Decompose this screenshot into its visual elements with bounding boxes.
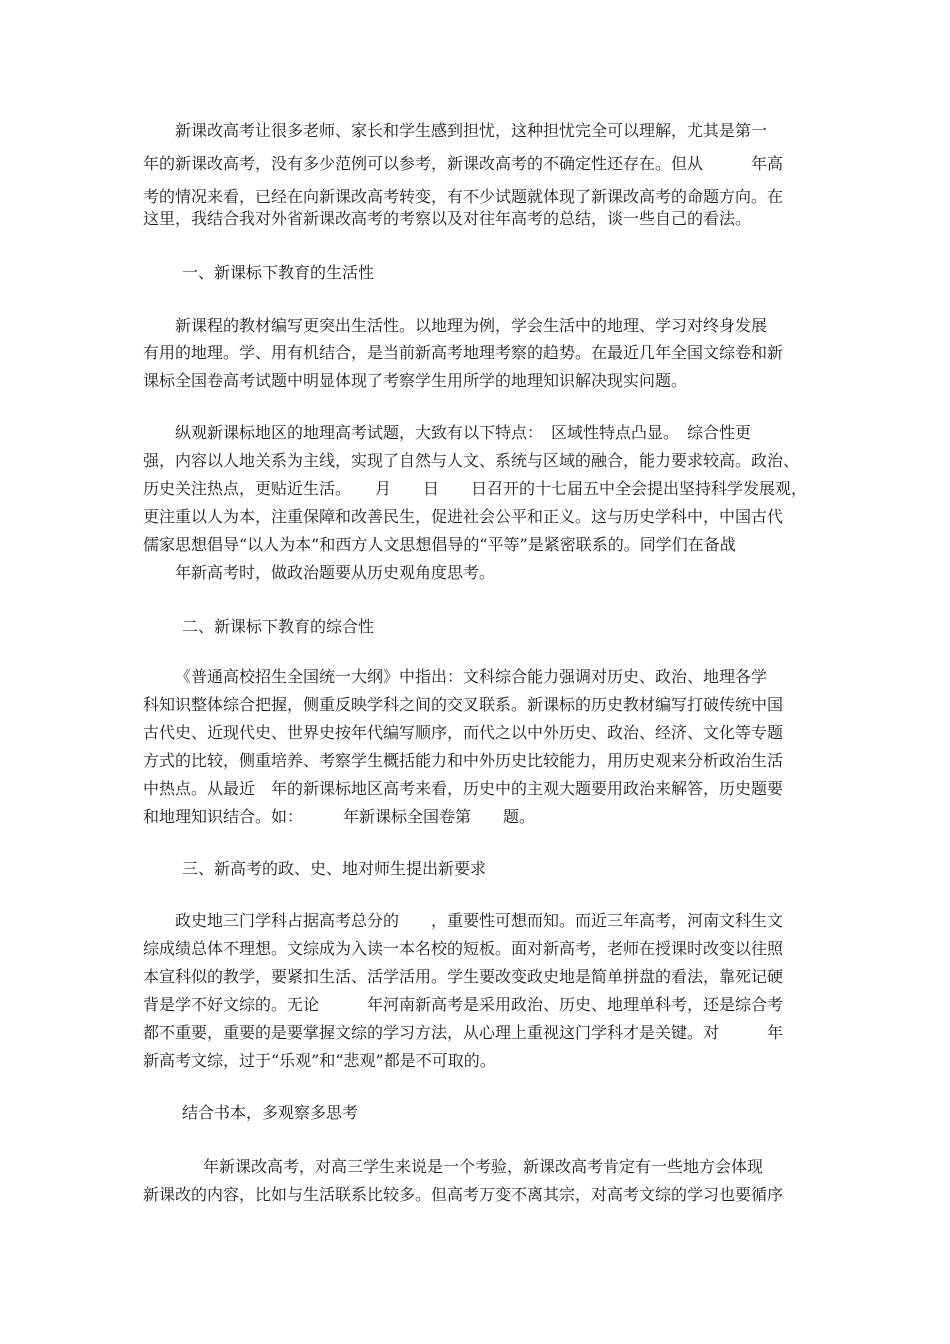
para2-line-3: 历史关注热点，更贴近生活。 月 日 日召开的十七届五中全会提出坚持科学发展观， [143, 479, 807, 498]
para1-line-1: 新课程的教材编写更突出生活性。以地理为例，学会生活中的地理、学习对终身发展 [175, 316, 768, 335]
para4-line-6: 新高考文综，过于“乐观”和“悲观”都是不可取的。 [143, 1051, 496, 1070]
para4-line-3: 本宣科似的教学，要紧扣生活、活学活用。学生要改变政史地是简单拼盘的看法，靠死记硬 [143, 967, 784, 986]
para4-line-2: 综成绩总体不理想。文综成为入读一本名校的短板。面对新高考，老师在授课时改变以往照 [143, 939, 784, 958]
section-heading-2: 二、新课标下教育的综合性 [182, 617, 375, 636]
para3-line-6: 和地理知识结合。如： 年新课标全国卷第 题。 [143, 807, 536, 826]
intro-line-3: 考的情况来看，已经在向新课改高考转变，有不少试题就体现了新课改高考的命题方向。在 [143, 187, 784, 206]
para1-line-2: 有用的地理。学、用有机结合，是当前新高考地理考察的趋势。在最近几年全国文综卷和新 [143, 343, 784, 362]
para3-line-1: 《普通高校招生全国统一大纲》中指出：文科综合能力强调对历史、政治、地理各学 [175, 667, 768, 686]
para4-line-1: 政史地三门学科占据高考总分的 ，重要性可想而知。而近三年高考，河南文科生文 [175, 911, 784, 930]
para2-line-5: 儒家思想倡导“以人为本”和西方人文思想倡导的“平等”是紧密联系的。同学们在备战 [143, 535, 736, 554]
para3-line-3: 古代史、近现代史、世界史按年代编写顺序，而代之以中外历史、政治、经济、文化等专题 [143, 723, 784, 742]
para2-line-6: 年新高考时，做政治题要从历史观角度思考。 [175, 563, 496, 582]
section-heading-1: 一、新课标下教育的生活性 [182, 263, 375, 282]
intro-line-2: 年的新课改高考，没有多少范例可以参考，新课改高考的不确定性还存在。但从 年高 [143, 154, 784, 173]
section-heading-3: 三、新高考的政、史、地对师生提出新要求 [182, 859, 487, 878]
intro-line-4: 这里，我结合我对外省新课改高考的考察以及对往年高考的总结，谈一些自己的看法。 [143, 209, 752, 228]
para4-line-4: 背是学不好文综的。无论 年河南新高考是采用政治、历史、地理单科考，还是综合考 [143, 995, 784, 1014]
para2-line-4: 更注重以人为本，注重保障和改善民生，促进社会公平和正义。这与历史学科中，中国古代 [143, 507, 784, 526]
para5-line-1: 年新课改高考，对高三学生来说是一个考验，新课改高考肯定有一些地方会体现 [203, 1157, 764, 1176]
para4-line-5: 都不重要，重要的是要掌握文综的学习方法，从心理上重视这门学科才是关键。对 年 [143, 1023, 784, 1042]
section-heading-4: 结合书本，多观察多思考 [182, 1103, 359, 1122]
intro-line-1: 新课改高考让很多老师、家长和学生感到担忧，这种担忧完全可以理解，尤其是第一 [175, 121, 768, 140]
para2-line-2: 强，内容以人地关系为主线，实现了自然与人文、系统与区域的融合，能力要求较高。政治、 [143, 451, 800, 470]
para3-line-5: 中热点。从最近 年的新课标地区高考来看，历史中的主观大题要用政治来解答，历史题要 [143, 779, 784, 798]
para5-line-2: 新课改的内容，比如与生活联系比较多。但高考万变不离其宗，对高考文综的学习也要循序 [143, 1185, 784, 1204]
para3-line-2: 科知识整体综合把握，侧重反映学科之间的交叉联系。新课标的历史教材编写打破传统中国 [143, 695, 784, 714]
para2-line-1: 纵观新课标地区的地理高考试题，大致有以下特点： 区域性特点凸显。 综合性更 [175, 423, 752, 442]
para3-line-4: 方式的比较，侧重培养、考察学生概括能力和中外历史比较能力，用历史观来分析政治生活 [143, 751, 784, 770]
para1-line-3: 课标全国卷高考试题中明显体现了考察学生用所学的地理知识解决现实问题。 [143, 371, 688, 390]
